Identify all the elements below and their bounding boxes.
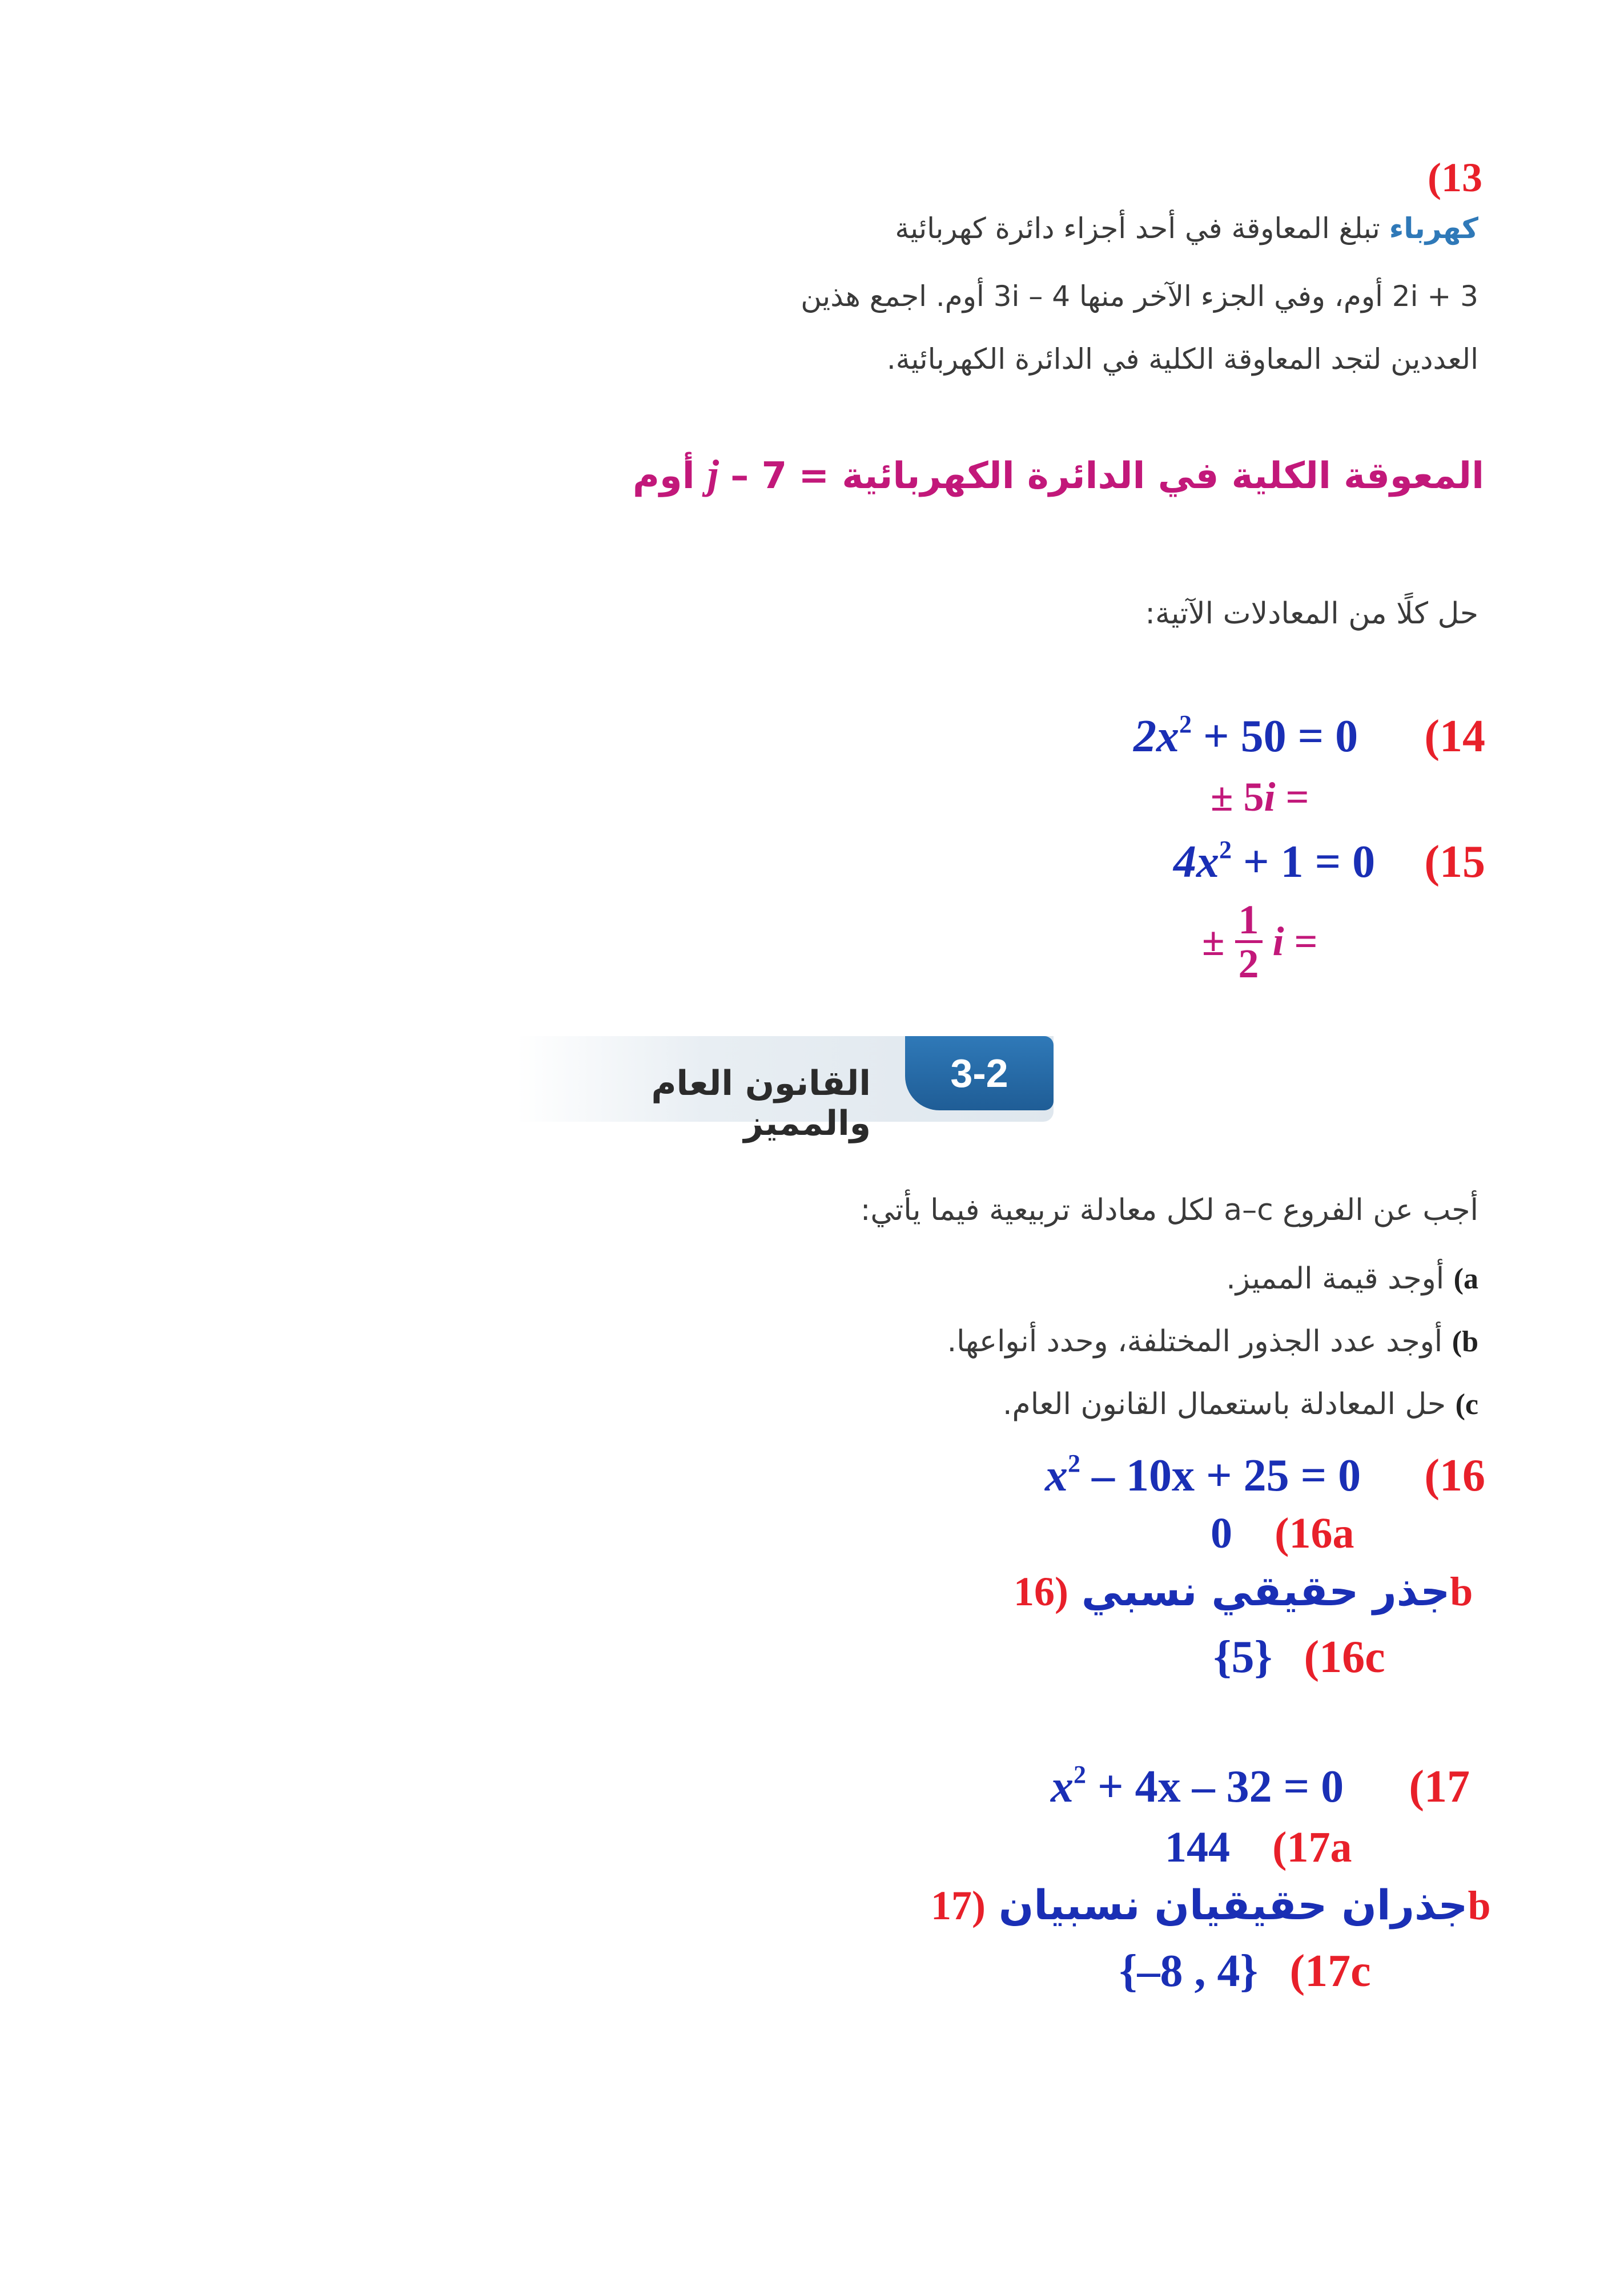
question-14-rhs: + 50 = 0: [1203, 711, 1358, 762]
question-15-fraction: [1235, 899, 1263, 984]
instruction-a-label: a): [1453, 1263, 1478, 1295]
question-17-equation: [1051, 1761, 1344, 1813]
section-badge: 3-2: [905, 1036, 1054, 1110]
question-16-equation: [1045, 1450, 1361, 1502]
question-14-answer-pm: ±: [1211, 774, 1233, 820]
question-13-line3: العددين لتجد المعاوقة الكلية في الدائرة الكهربائية.: [886, 343, 1478, 376]
solve-instruction: حل كلًا من المعادلات الآتية:: [1145, 597, 1478, 631]
question-16c-label: (16c: [1304, 1632, 1385, 1682]
question-15-numerator: 1: [1235, 899, 1263, 943]
question-16a-label: (16a: [1275, 1509, 1354, 1557]
question-16-exponent: 2: [1068, 1449, 1080, 1477]
question-15-answer-pm: ±: [1202, 919, 1225, 964]
question-13-answer-var: j: [707, 452, 719, 497]
question-13-answer: [633, 451, 1484, 498]
question-14-number: (14: [1424, 711, 1485, 762]
instruction-c-label: c): [1455, 1388, 1478, 1421]
instruction-b-label: b): [1452, 1326, 1478, 1358]
question-13-text1: تبلغ المعاوقة في أحد أجزاء دائرة كهربائية: [895, 212, 1380, 245]
question-17b: [914, 1881, 1491, 1930]
question-16b-label: (16b: [1014, 1569, 1473, 1614]
question-17a-label: (17a: [1272, 1823, 1352, 1871]
question-16-number: (16: [1424, 1451, 1485, 1501]
question-13-line1: [565, 214, 1478, 243]
instruction-b-text: أوجد عدد الجذور المختلفة، وحدد أنواعها.: [947, 1324, 1443, 1359]
question-17c-value: {–8 , 4}: [1119, 1946, 1259, 1996]
question-17-rest: + 4x – 32 = 0: [1098, 1762, 1344, 1812]
question-17c: [1119, 1944, 1371, 1997]
question-15-denominator: 2: [1238, 941, 1259, 986]
instruction-c-text: حل المعادلة باستعمال القانون العام.: [1002, 1387, 1446, 1421]
question-13-number: (13: [1428, 155, 1482, 200]
question-14-answer-eq: =: [1285, 774, 1309, 820]
question-14-lhs: 2x: [1133, 711, 1179, 762]
question-16a: [1211, 1507, 1354, 1558]
question-15-number: (15: [1424, 837, 1485, 887]
question-14-answer-value: 5: [1243, 774, 1264, 820]
question-17b-value: جذران حقيقيان نسبيان: [998, 1881, 1468, 1929]
question-15-equation: [1173, 836, 1375, 888]
section-banner: [517, 1036, 1054, 1143]
question-17-exponent: 2: [1074, 1761, 1086, 1789]
question-15-rhs: + 1 = 0: [1243, 837, 1376, 887]
instruction-a-text: أوجد قيمة المميز.: [1226, 1262, 1445, 1296]
question-16b-value: جذر حقيقي نسبي: [1081, 1567, 1450, 1615]
question-15-exponent: 2: [1219, 836, 1232, 864]
question-15-answer-var: i: [1272, 919, 1284, 964]
instruction-c: [1003, 1387, 1478, 1421]
question-17c-label: (17c: [1289, 1946, 1371, 1996]
question-14-answer-var: i: [1264, 774, 1276, 820]
question-16b: [996, 1567, 1473, 1616]
section-title: القانون العام والمميز: [651, 1064, 871, 1143]
question-16-x: x: [1045, 1451, 1068, 1501]
question-16c: [1213, 1630, 1385, 1683]
question-14-equation: [1133, 711, 1358, 763]
question-17a-value: 144: [1165, 1823, 1230, 1871]
question-17-number: (17: [1409, 1762, 1470, 1812]
question-15-lhs: 4x: [1173, 837, 1219, 887]
question-13-keyword: كهرباء: [1389, 212, 1478, 245]
instruction-a: [1226, 1262, 1478, 1296]
question-13-answer-rest: – 7 أوم: [633, 455, 787, 497]
question-15-answer-eq: =: [1294, 919, 1318, 964]
question-17-x: x: [1051, 1762, 1074, 1812]
question-16a-value: 0: [1211, 1509, 1232, 1557]
instructions-intro: أجب عن الفروع a–c لكل معادلة تربيعية فيما يأتي:: [860, 1193, 1478, 1227]
question-13-line2: 2i + 3 أوم، وفي الجزء الآخر منها 3i – 4 أوم. اجمع هذين: [801, 280, 1478, 313]
question-13-answer-label: المعوقة الكلية في الدائرة الكهربائية =: [798, 455, 1484, 497]
question-16c-value: {5}: [1213, 1632, 1273, 1682]
instruction-b: [947, 1324, 1478, 1359]
question-17a: [1165, 1821, 1352, 1872]
question-15-answer: [1202, 899, 1318, 984]
question-16-rest: – 10x + 25 = 0: [1092, 1451, 1361, 1501]
question-14-exponent: 2: [1179, 710, 1192, 738]
question-17b-label: (17b: [931, 1883, 1491, 1928]
question-14-answer: [1211, 774, 1309, 821]
